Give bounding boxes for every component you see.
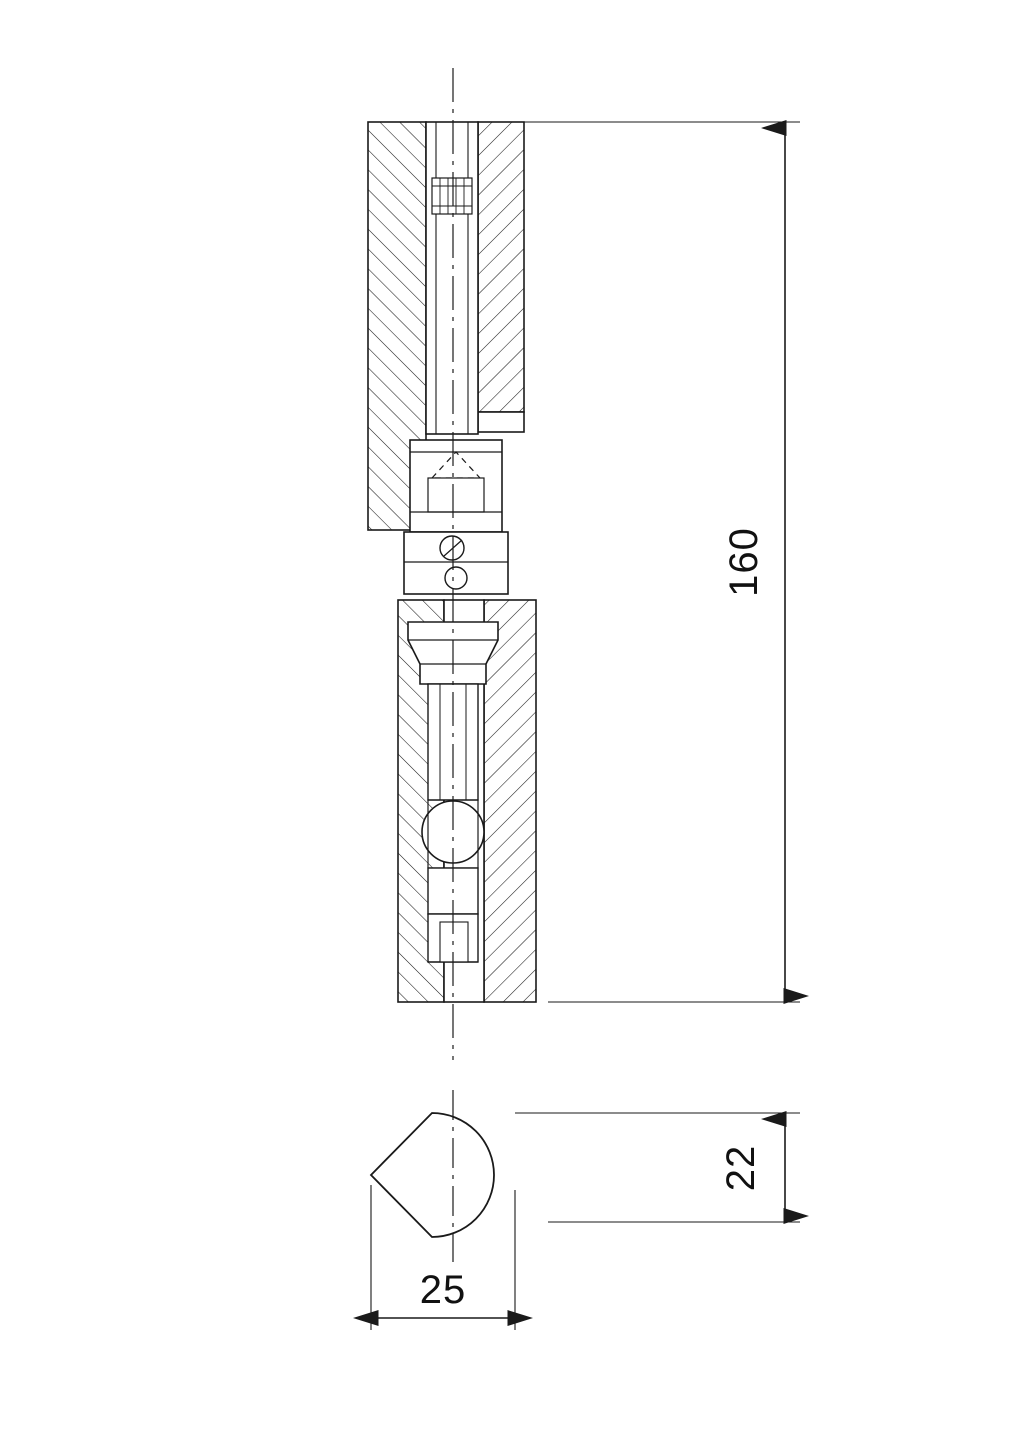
dimension-label-22: 22 xyxy=(719,1144,763,1192)
pin-collar xyxy=(404,532,508,594)
mid-coupling xyxy=(410,440,502,532)
section-view xyxy=(368,68,536,1060)
dimension-label-25: 25 xyxy=(419,1268,467,1312)
thread-detail xyxy=(432,178,472,214)
upper-bore xyxy=(426,122,478,434)
tip-profile-view xyxy=(371,1090,494,1262)
dimension-label-160: 160 xyxy=(722,527,766,597)
